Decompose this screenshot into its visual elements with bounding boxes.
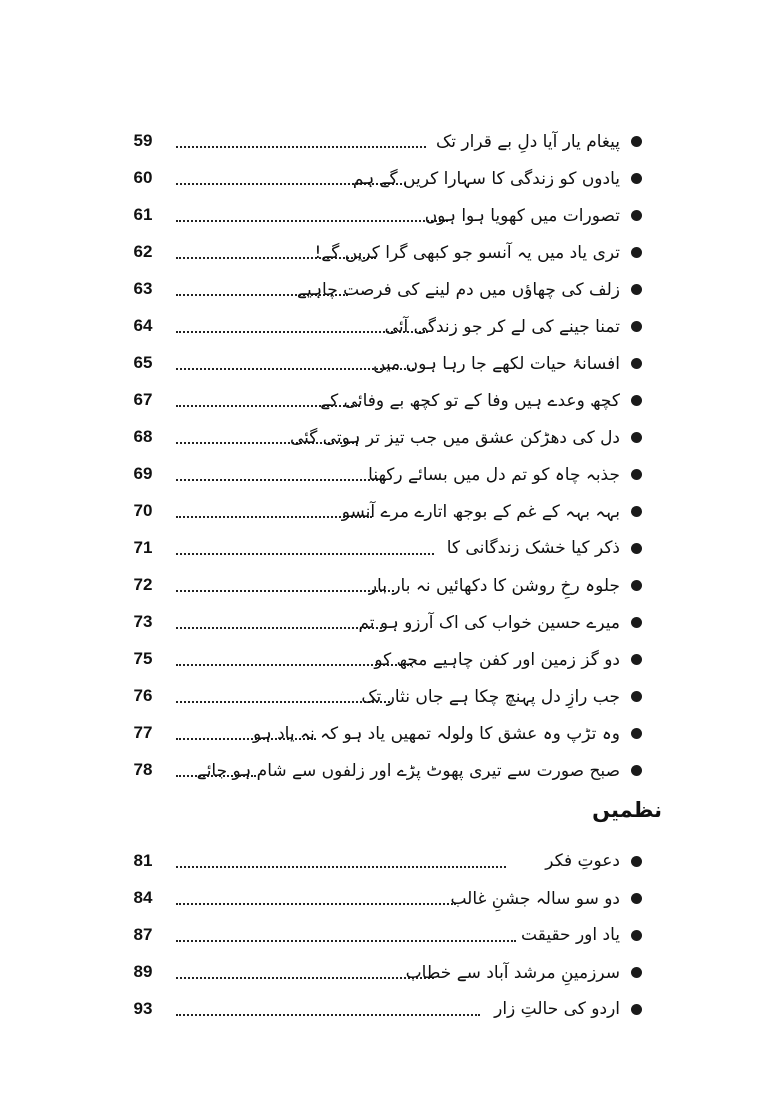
entry-title: تصورات میں کھویا ہوا ہوں xyxy=(424,205,620,226)
toc-entry xyxy=(0,605,780,639)
entry-title: دعوتِ فکر xyxy=(545,851,620,871)
page-number: 60 xyxy=(133,168,153,187)
bullet-icon xyxy=(631,358,642,369)
bullet-icon xyxy=(631,543,642,554)
bullet-icon xyxy=(631,617,642,628)
dot-leader xyxy=(176,866,506,868)
bullet-icon xyxy=(631,765,642,776)
dot-leader xyxy=(176,940,516,942)
bullet-icon xyxy=(631,136,642,147)
page-number: 59 xyxy=(133,131,153,150)
toc-entry xyxy=(0,346,780,380)
entry-title: وہ تڑپ وہ عشق کا ولولہ تمھیں یاد ہو کہ نہ یاد ہو xyxy=(252,723,620,744)
dot-leader xyxy=(176,479,386,481)
entry-title: جلوہ رخِ روشن کا دکھائیں نہ بار بار xyxy=(368,575,620,596)
toc-entry xyxy=(0,124,780,158)
toc-entry xyxy=(0,235,780,269)
section-heading-nazmein: نظمیں xyxy=(592,798,662,822)
dot-leader xyxy=(176,146,426,148)
page-number: 62 xyxy=(133,242,153,261)
entry-title: کچھ وعدے ہیں وفا کے تو کچھ بے وفائی کے xyxy=(320,390,620,411)
entry-title: میرے حسین خواب کی اک آرزو ہو تم xyxy=(358,612,620,633)
entry-title: سرزمینِ مرشد آباد سے خطاب xyxy=(405,962,620,983)
toc-entry xyxy=(0,383,780,417)
bullet-icon xyxy=(631,728,642,739)
entry-title: دو سو سالہ جشنِ غالب xyxy=(450,888,620,909)
toc-entry xyxy=(0,420,780,454)
dot-leader xyxy=(176,220,448,222)
toc-entry xyxy=(0,844,780,878)
page-number: 67 xyxy=(133,390,153,409)
page-number: 68 xyxy=(133,427,153,446)
entry-title: صبح صورت سے تیری پھوٹ پڑے اور زلفوں سے شام ہو جائے xyxy=(196,760,620,781)
entry-title: تمنا جینے کی لے کر جو زندگی آئی xyxy=(384,316,620,337)
bullet-icon xyxy=(631,893,642,904)
page-number: 84 xyxy=(133,888,153,907)
page-number: 77 xyxy=(133,723,153,742)
bullet-icon xyxy=(631,284,642,295)
bullet-icon xyxy=(631,506,642,517)
toc-entry xyxy=(0,309,780,343)
entry-title: بہہ بہہ کے غم کے بوجھ اتارے مرے آنسو xyxy=(341,501,620,522)
toc-entry xyxy=(0,642,780,676)
entry-title: تری یاد میں یہ آنسو جو کبھی گرا کریں گے! xyxy=(314,242,620,263)
toc-entry xyxy=(0,531,780,565)
bullet-icon xyxy=(631,395,642,406)
entry-title: ذکر کیا خشک زندگانی کا xyxy=(446,538,620,558)
page-number: 75 xyxy=(133,649,153,668)
entry-title: اردو کی حالتِ زار xyxy=(494,999,620,1019)
page-number: 61 xyxy=(133,205,153,224)
dot-leader xyxy=(176,903,456,905)
bullet-icon xyxy=(631,247,642,258)
page-number: 64 xyxy=(133,316,153,335)
dot-leader xyxy=(176,590,394,592)
toc-entry xyxy=(0,955,780,989)
bullet-icon xyxy=(631,469,642,480)
toc-entry xyxy=(0,494,780,528)
page-number: 69 xyxy=(133,464,153,483)
bullet-icon xyxy=(631,173,642,184)
bullet-icon xyxy=(631,930,642,941)
entry-title: یادوں کو زندگی کا سہارا کریں گے ہم xyxy=(352,168,620,189)
bullet-icon xyxy=(631,210,642,221)
dot-leader xyxy=(176,701,390,703)
entry-title: دو گز زمین اور کفن چاہیے مجھ کو xyxy=(374,649,620,670)
toc-entry xyxy=(0,679,780,713)
toc-entry xyxy=(0,753,780,787)
toc-entry xyxy=(0,457,780,491)
entry-title: افسانۂ حیات لکھے جا رہا ہوں میں xyxy=(373,353,620,374)
page-number: 73 xyxy=(133,612,153,631)
page-number: 81 xyxy=(133,851,153,870)
toc-entry xyxy=(0,992,780,1026)
entry-title: زلف کی چھاؤں میں دم لینے کی فرصت چاہیے xyxy=(296,279,620,300)
entry-title: یاد اور حقیقت xyxy=(521,925,620,945)
bullet-icon xyxy=(631,967,642,978)
page-number: 78 xyxy=(133,760,153,779)
page-number: 72 xyxy=(133,575,153,594)
entry-title: جذبہ چاہ کو تم دل میں بسائے رکھنا xyxy=(368,464,620,485)
bullet-icon xyxy=(631,432,642,443)
entry-title: پیغام یار آیا دلِ بے قرار تک xyxy=(436,131,620,152)
dot-leader xyxy=(176,553,434,555)
page-number: 89 xyxy=(133,962,153,981)
dot-leader xyxy=(176,977,434,979)
bullet-icon xyxy=(631,580,642,591)
toc-entry xyxy=(0,272,780,306)
bullet-icon xyxy=(631,321,642,332)
page-number: 71 xyxy=(133,538,153,557)
toc-entry xyxy=(0,568,780,602)
page-number: 87 xyxy=(133,925,153,944)
toc-entry xyxy=(0,161,780,195)
entry-title: جب رازِ دل پہنچ چکا ہے جاں نثار تک xyxy=(361,686,620,707)
bullet-icon xyxy=(631,1004,642,1015)
bullet-icon xyxy=(631,856,642,867)
dot-leader xyxy=(176,627,382,629)
entry-title: دل کی دھڑکن عشق میں جب تیز تر ہوتی گئی xyxy=(289,427,620,448)
toc-entry xyxy=(0,881,780,915)
toc-entry xyxy=(0,198,780,232)
page-number: 93 xyxy=(133,999,153,1018)
page-number: 70 xyxy=(133,501,153,520)
bullet-icon xyxy=(631,691,642,702)
page-number: 65 xyxy=(133,353,153,372)
toc-entry xyxy=(0,918,780,952)
toc-entry xyxy=(0,716,780,750)
dot-leader xyxy=(176,1014,480,1016)
page-number: 63 xyxy=(133,279,153,298)
page-number: 76 xyxy=(133,686,153,705)
bullet-icon xyxy=(631,654,642,665)
